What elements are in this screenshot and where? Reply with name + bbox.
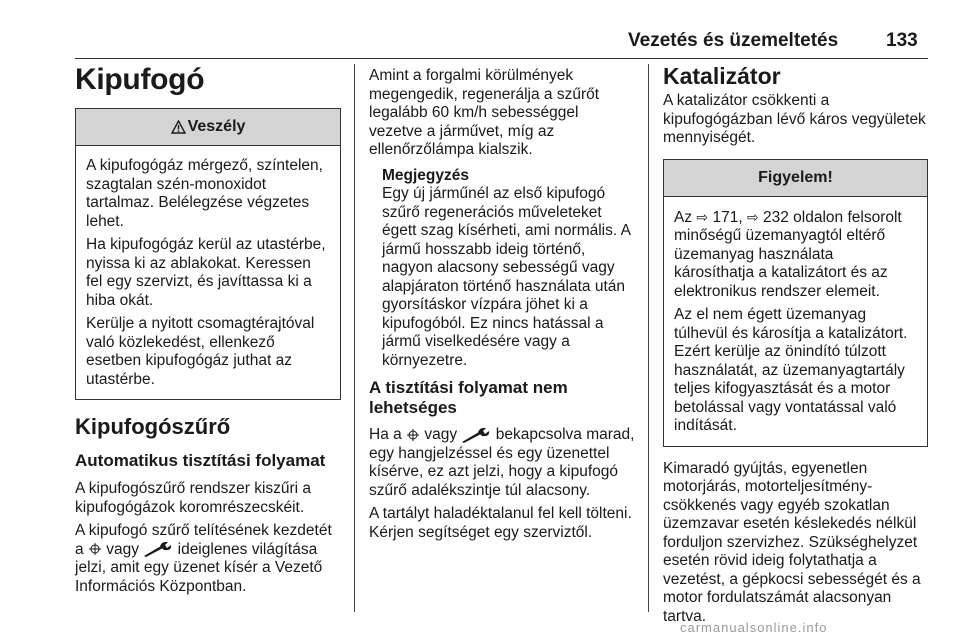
- danger-paragraph-1: A kipufogógáz mérgező, színtelen, szagtalan szén-monoxidot tartalmaz. Belélegzése végzetes lehet.: [86, 157, 323, 230]
- wrench-icon: [143, 541, 173, 557]
- notice-box-body: [664, 197, 927, 446]
- notice-paragraph-1: [674, 208, 917, 302]
- section-heading-catalyst: Katalizátor: [663, 63, 781, 89]
- note-block: [369, 167, 635, 371]
- notice-heading: Figyelem!: [758, 168, 833, 186]
- danger-box-body: [76, 146, 340, 399]
- column-divider-1: [354, 64, 355, 612]
- column-2: [369, 67, 635, 542]
- subsection-heading-clean-impossible: A tisztítási folyamat nem lehetséges: [369, 378, 568, 417]
- notice-box: [663, 159, 928, 447]
- danger-box: [75, 108, 341, 400]
- danger-paragraph-2: Ha kipufogógáz kerül az utastérbe, nyissa ki az ablakokat. Keressen fel egy szervizt, és javíttassa ki a hiba okát.: [86, 236, 326, 309]
- page-number: 133: [886, 30, 918, 51]
- column-3: [663, 63, 928, 626]
- column-1: [75, 63, 341, 596]
- misfire-paragraph: Kimaradó gyújtás, egyenetlen motorjárás, motorteljesítmény-csökkenés vagy egyéb szokatlan üzemzavar esetén késlekedés nélkül forduljon szervizhez. Szükséghelyzet esetén rövid ideig folytathatja a vezetést, a gépkocsi sebességét és a motor fordulatszámát alacsonyan tartva.: [663, 459, 921, 625]
- page-reference-icon: ⇨: [696, 208, 709, 225]
- note-label: Megjegyzés: [382, 166, 470, 184]
- filter-paragraph-1: A kipufogószűrő rendszer kiszűri a kipufogógázok koromrészecskéit.: [75, 480, 312, 516]
- additive-paragraph: [369, 426, 635, 500]
- page-title: Kipufogó: [75, 63, 205, 96]
- catalyst-intro-paragraph: A katalizátor csökkenti a kipufogógázban lévő káros vegyületek mennyiségét.: [663, 92, 926, 146]
- danger-box-header: [76, 109, 340, 146]
- danger-paragraph-3: Kerülje a nyitott csomagtérajtóval való közlekedést, ellenkező esetben kipufogógáz juthat az utastérbe.: [86, 315, 315, 388]
- exhaust-filter-icon: [88, 542, 102, 556]
- running-header: Vezetés és üzemeltetés: [628, 30, 839, 51]
- filter-paragraph-2: [75, 522, 341, 596]
- notice-paragraph-2: Az el nem égett üzemanyag túlhevül és károsítja a katalizátort. Ezért kerülje az önindító túlzott használatát, az üzemanyagtartály teljes kifogyasztását és a motor betolással vagy vontatással való indítását.: [674, 306, 908, 434]
- wrench-icon: [461, 427, 491, 443]
- page-reference-171[interactable]: 171,: [712, 208, 743, 226]
- additive-paragraph-end: bekapcsolva marad, egy hangjelzéssel és egy üzenettel kísérve, ez azt jelzi, hogy a kipufogó szűrő adalékszintje túl alacsony.: [369, 426, 635, 499]
- filter-paragraph-2-start: A kipufogó szűrő telítésének kezdetét a: [75, 522, 332, 558]
- refill-paragraph: A tartályt haladéktalanul fel kell tölteni. Kérjen segítséget egy szerviztől.: [369, 505, 632, 541]
- page-reference-icon: ⇨: [746, 208, 759, 225]
- notice-box-header: [664, 160, 927, 197]
- filter-paragraph-2-or: vagy: [106, 540, 139, 558]
- regen-paragraph: Amint a forgalmi körülmények megengedik, regenerálja a szűrőt legalább 60 km/h sebességgel vezetve a járművet, míg az ellenőrzőlámpa kialszik.: [369, 67, 600, 158]
- section-heading-exhaust-filter: Kipufogószűrő: [75, 414, 231, 439]
- danger-heading: Veszély: [187, 118, 246, 135]
- watermark: carmanualsonline.info: [680, 620, 828, 635]
- note-text: Egy új járműnél az első kipufogó szűrő regenerációs műveleteket égett szag kísérheti, ami normális. A jármű hosszabb ideig történő, nagyon alacsony sebességű vagy alapjáraton történő használata után gyorsításkor vízpára jöhet ki a kipufogóból. Ez nincs hatással a jármű viselkedésére vagy a környezetre.: [382, 185, 631, 369]
- subsection-heading-auto-clean: Automatikus tisztítási folyamat: [75, 451, 326, 470]
- page-reference-232-text: 232 oldalon felsorolt minőségű üzemanyagtól eltérő üzemanyag használata károsíthatja a katalizátort és az elektronikus rendszer elemeit.: [674, 208, 902, 300]
- warning-triangle-icon: [171, 120, 186, 134]
- additive-paragraph-start: Ha a: [369, 426, 402, 443]
- exhaust-filter-icon: [406, 428, 420, 442]
- additive-paragraph-or: vagy: [424, 426, 458, 443]
- header-rule: [75, 58, 928, 59]
- filter-paragraph-2-end: ideiglenes világítása jelzi, amit egy üzenet kísér a Vezető Információs Központban.: [75, 540, 323, 595]
- notice-paragraph-1-start: Az: [674, 208, 693, 226]
- column-divider-2: [648, 64, 649, 612]
